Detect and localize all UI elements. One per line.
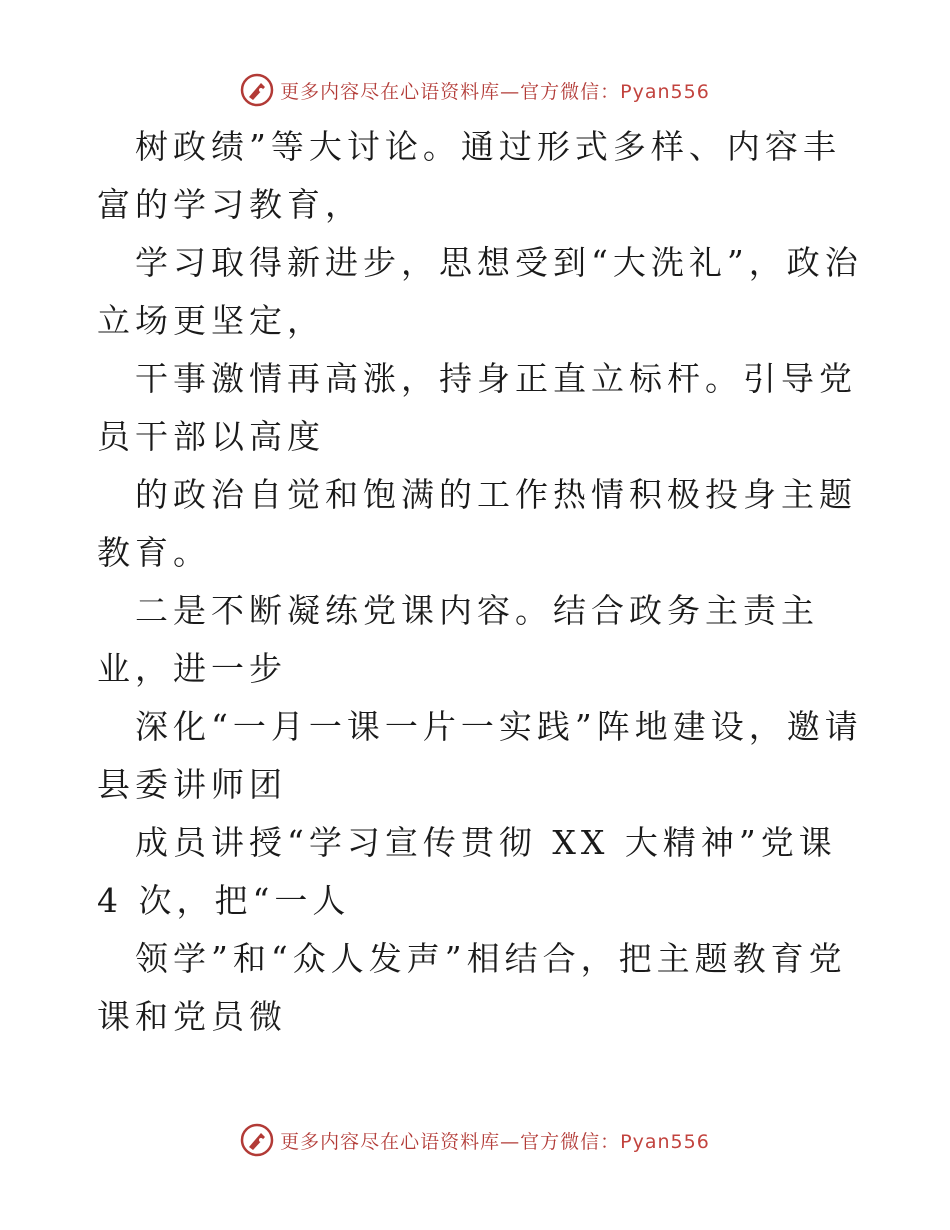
paragraph: 学习取得新进步，思想受到“大洗礼”，政治立场更坚定，: [97, 243, 863, 340]
banner-text: 更多内容尽在心语资料库—官方微信：Pyan556: [280, 80, 710, 103]
footer-banner: [0, 1120, 950, 1160]
paragraph: 成员讲授“学习宣传贯彻 XX 大精神”党课 4 次，把“一人: [97, 823, 837, 920]
paragraph: 深化“一月一课一片一实践”阵地建设，邀请县委讲师团: [97, 707, 863, 804]
wechat-id: Pyan556: [620, 80, 710, 103]
header-banner: [0, 70, 950, 110]
pen-nib-logo-icon: [240, 73, 274, 107]
paragraph: 的政治自觉和饱满的工作热情积极投身主题教育。: [97, 475, 857, 572]
banner-text: 更多内容尽在心语资料库—官方微信：Pyan556: [280, 1130, 710, 1153]
pen-nib-logo-icon: [240, 1123, 274, 1157]
paragraph: 二是不断凝练党课内容。结合政务主责主业，进一步: [97, 591, 819, 688]
wechat-id: Pyan556: [620, 1130, 710, 1153]
paragraph: 干事激情再高涨，持身正直立标杆。引导党员干部以高度: [97, 359, 857, 456]
document-body: [97, 118, 867, 1046]
paragraph: 树政绩”等大讨论。通过形式多样、内容丰富的学习教育，: [97, 127, 841, 224]
paragraph: 领学”和“众人发声”相结合，把主题教育党课和党员微: [97, 939, 847, 1036]
